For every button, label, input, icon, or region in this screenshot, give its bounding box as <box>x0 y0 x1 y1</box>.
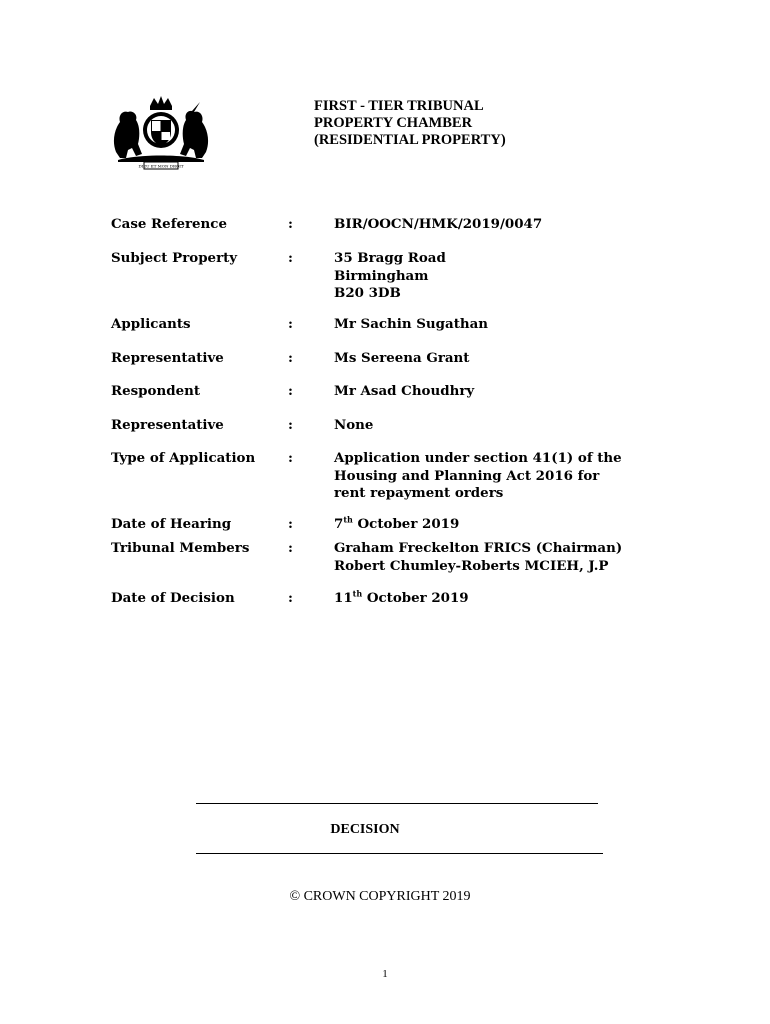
heading-line: FIRST - TIER TRIBUNAL <box>314 98 484 114</box>
field-label: Date of Hearing <box>111 516 232 532</box>
application-line: Application under section 41(1) of the <box>334 450 622 466</box>
crown-copyright: © CROWN COPYRIGHT 2019 <box>289 889 471 904</box>
hearing-day: 7 <box>334 516 344 532</box>
hearing-day-suffix: th <box>343 514 353 525</box>
date-of-decision-value <box>334 590 664 608</box>
address-line: B20 3DB <box>334 285 401 301</box>
royal-coat-of-arms-logo <box>110 92 212 170</box>
address-line: 35 Bragg Road <box>334 250 446 266</box>
member-line: Robert Chumley-Roberts MCIEH, J.P <box>334 557 609 574</box>
address-line: Birmingham <box>334 267 429 284</box>
field-label: Respondent <box>111 383 201 399</box>
crest-motto: DIEU ET MON DROIT <box>138 163 184 169</box>
decision-day: 11 <box>334 590 353 606</box>
heading-line: PROPERTY CHAMBER <box>314 115 473 131</box>
field-label: Tribunal Members <box>111 540 250 556</box>
field-label: Representative <box>111 350 224 366</box>
field-label: Type of Application <box>111 450 256 466</box>
field-label: Case Reference <box>111 216 227 232</box>
applicant-representative-value: Ms Sereena Grant <box>334 350 470 366</box>
field-separator: : <box>288 540 293 556</box>
field-label: Applicants <box>111 316 191 332</box>
divider-top <box>196 803 598 804</box>
field-label: Representative <box>111 417 224 433</box>
respondent-value: Mr Asad Choudhry <box>334 383 475 399</box>
field-label: Date of Decision <box>111 590 235 606</box>
field-label: Subject Property <box>111 250 238 266</box>
field-separator: : <box>288 417 293 433</box>
respondent-representative-value: None <box>334 417 374 433</box>
decision-month-year: October 2019 <box>362 590 469 606</box>
type-of-application-value <box>334 450 664 503</box>
application-line: Housing and Planning Act 2016 for <box>334 467 600 484</box>
date-of-hearing-value <box>334 516 664 534</box>
hearing-month-year: October 2019 <box>352 516 460 532</box>
field-separator: : <box>288 383 293 399</box>
field-separator: : <box>288 516 293 532</box>
heading-line: (RESIDENTIAL PROPERTY) <box>314 132 506 148</box>
case-reference-value: BIR/OOCN/HMK/2019/0047 <box>334 216 543 232</box>
tribunal-members-value <box>334 540 664 575</box>
field-separator: : <box>288 316 293 332</box>
page-number: 1 <box>382 968 388 980</box>
field-separator: : <box>288 450 293 466</box>
field-separator: : <box>288 250 293 266</box>
decision-day-suffix: th <box>352 588 363 599</box>
subject-property-address <box>334 250 664 303</box>
member-line: Graham Freckelton FRICS (Chairman) <box>334 540 623 556</box>
field-separator: : <box>288 590 293 606</box>
tribunal-heading <box>314 98 506 149</box>
field-separator: : <box>288 350 293 366</box>
applicants-value: Mr Sachin Sugathan <box>334 316 489 332</box>
application-line: rent repayment orders <box>334 485 504 501</box>
field-separator: : <box>288 216 293 232</box>
decision-title: DECISION <box>330 822 400 837</box>
divider-bottom <box>196 853 603 854</box>
